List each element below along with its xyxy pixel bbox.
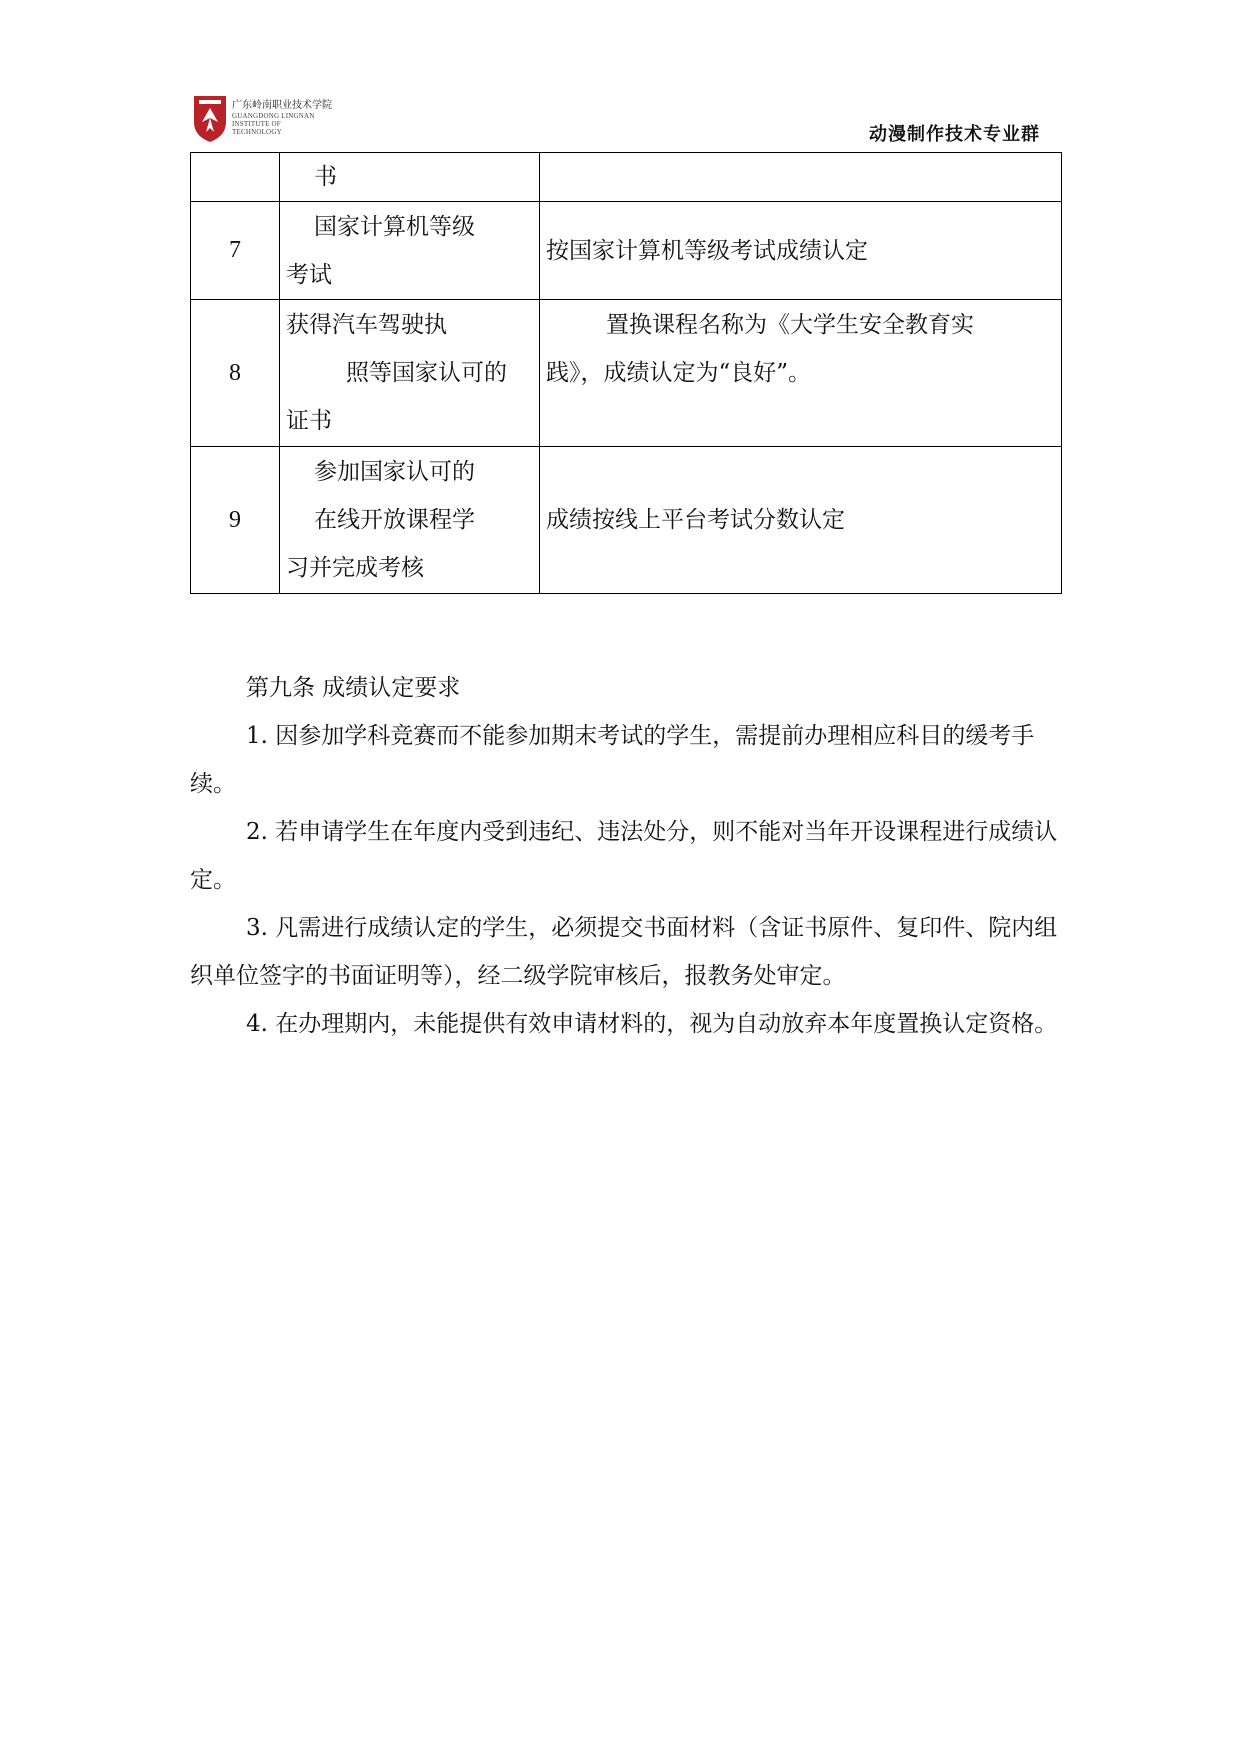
row-desc [540, 153, 1062, 202]
table-row [191, 447, 1062, 594]
row-number: 9 [191, 447, 280, 594]
article-section [190, 664, 1062, 1048]
article-paragraph: 3. 凡需进行成绩认定的学生，必须提交书面材料（含证书原件、复印件、院内组织单位签字的书面证明等），经二级学院审核后，报教务处审定。 [190, 915, 1058, 989]
row-desc: 置换课程名称为《大学生安全教育实 践》，成绩认定为“良好”。 [540, 300, 1062, 447]
article-paragraph: 1. 因参加学科竞赛而不能参加期末考试的学生，需提前办理相应科目的缓考手续。 [190, 723, 1035, 797]
article-paragraph: 2. 若申请学生在年度内受到违纪、违法处分，则不能对当年开设课程进行成绩认定。 [190, 819, 1058, 893]
table-row [191, 300, 1062, 447]
table-row [191, 202, 1062, 300]
article-paragraph: 4. 在办理期内，未能提供有效申请材料的，视为自动放弃本年度置换认定资格。 [246, 1011, 1058, 1037]
credit-table [190, 152, 1062, 594]
row-desc: 成绩按线上平台考试分数认定 [540, 447, 1062, 594]
row-name: 参加国家认可的 在线开放课程学 习并完成考核 [280, 447, 540, 594]
row-desc: 按国家计算机等级考试成绩认定 [540, 202, 1062, 300]
article-title: 第九条 成绩认定要求 [246, 675, 461, 701]
school-name-cn: 广东岭南职业技术学院 [232, 100, 332, 111]
row-name: 获得汽车驾驶执 照等国家认可的 证书 [280, 300, 540, 447]
row-name: 书 [280, 153, 540, 202]
table-row [191, 153, 1062, 202]
row-number: 7 [191, 202, 280, 300]
school-name-en: GUANGDONG LINGNAN INSTITUTE OF TECHNOLOGY [232, 112, 315, 136]
row-number: 8 [191, 300, 280, 447]
row-name: 国家计算机等级 考试 [280, 202, 540, 300]
row-number [191, 153, 280, 202]
header-group-title: 动漫制作技术专业群 [869, 124, 1040, 145]
